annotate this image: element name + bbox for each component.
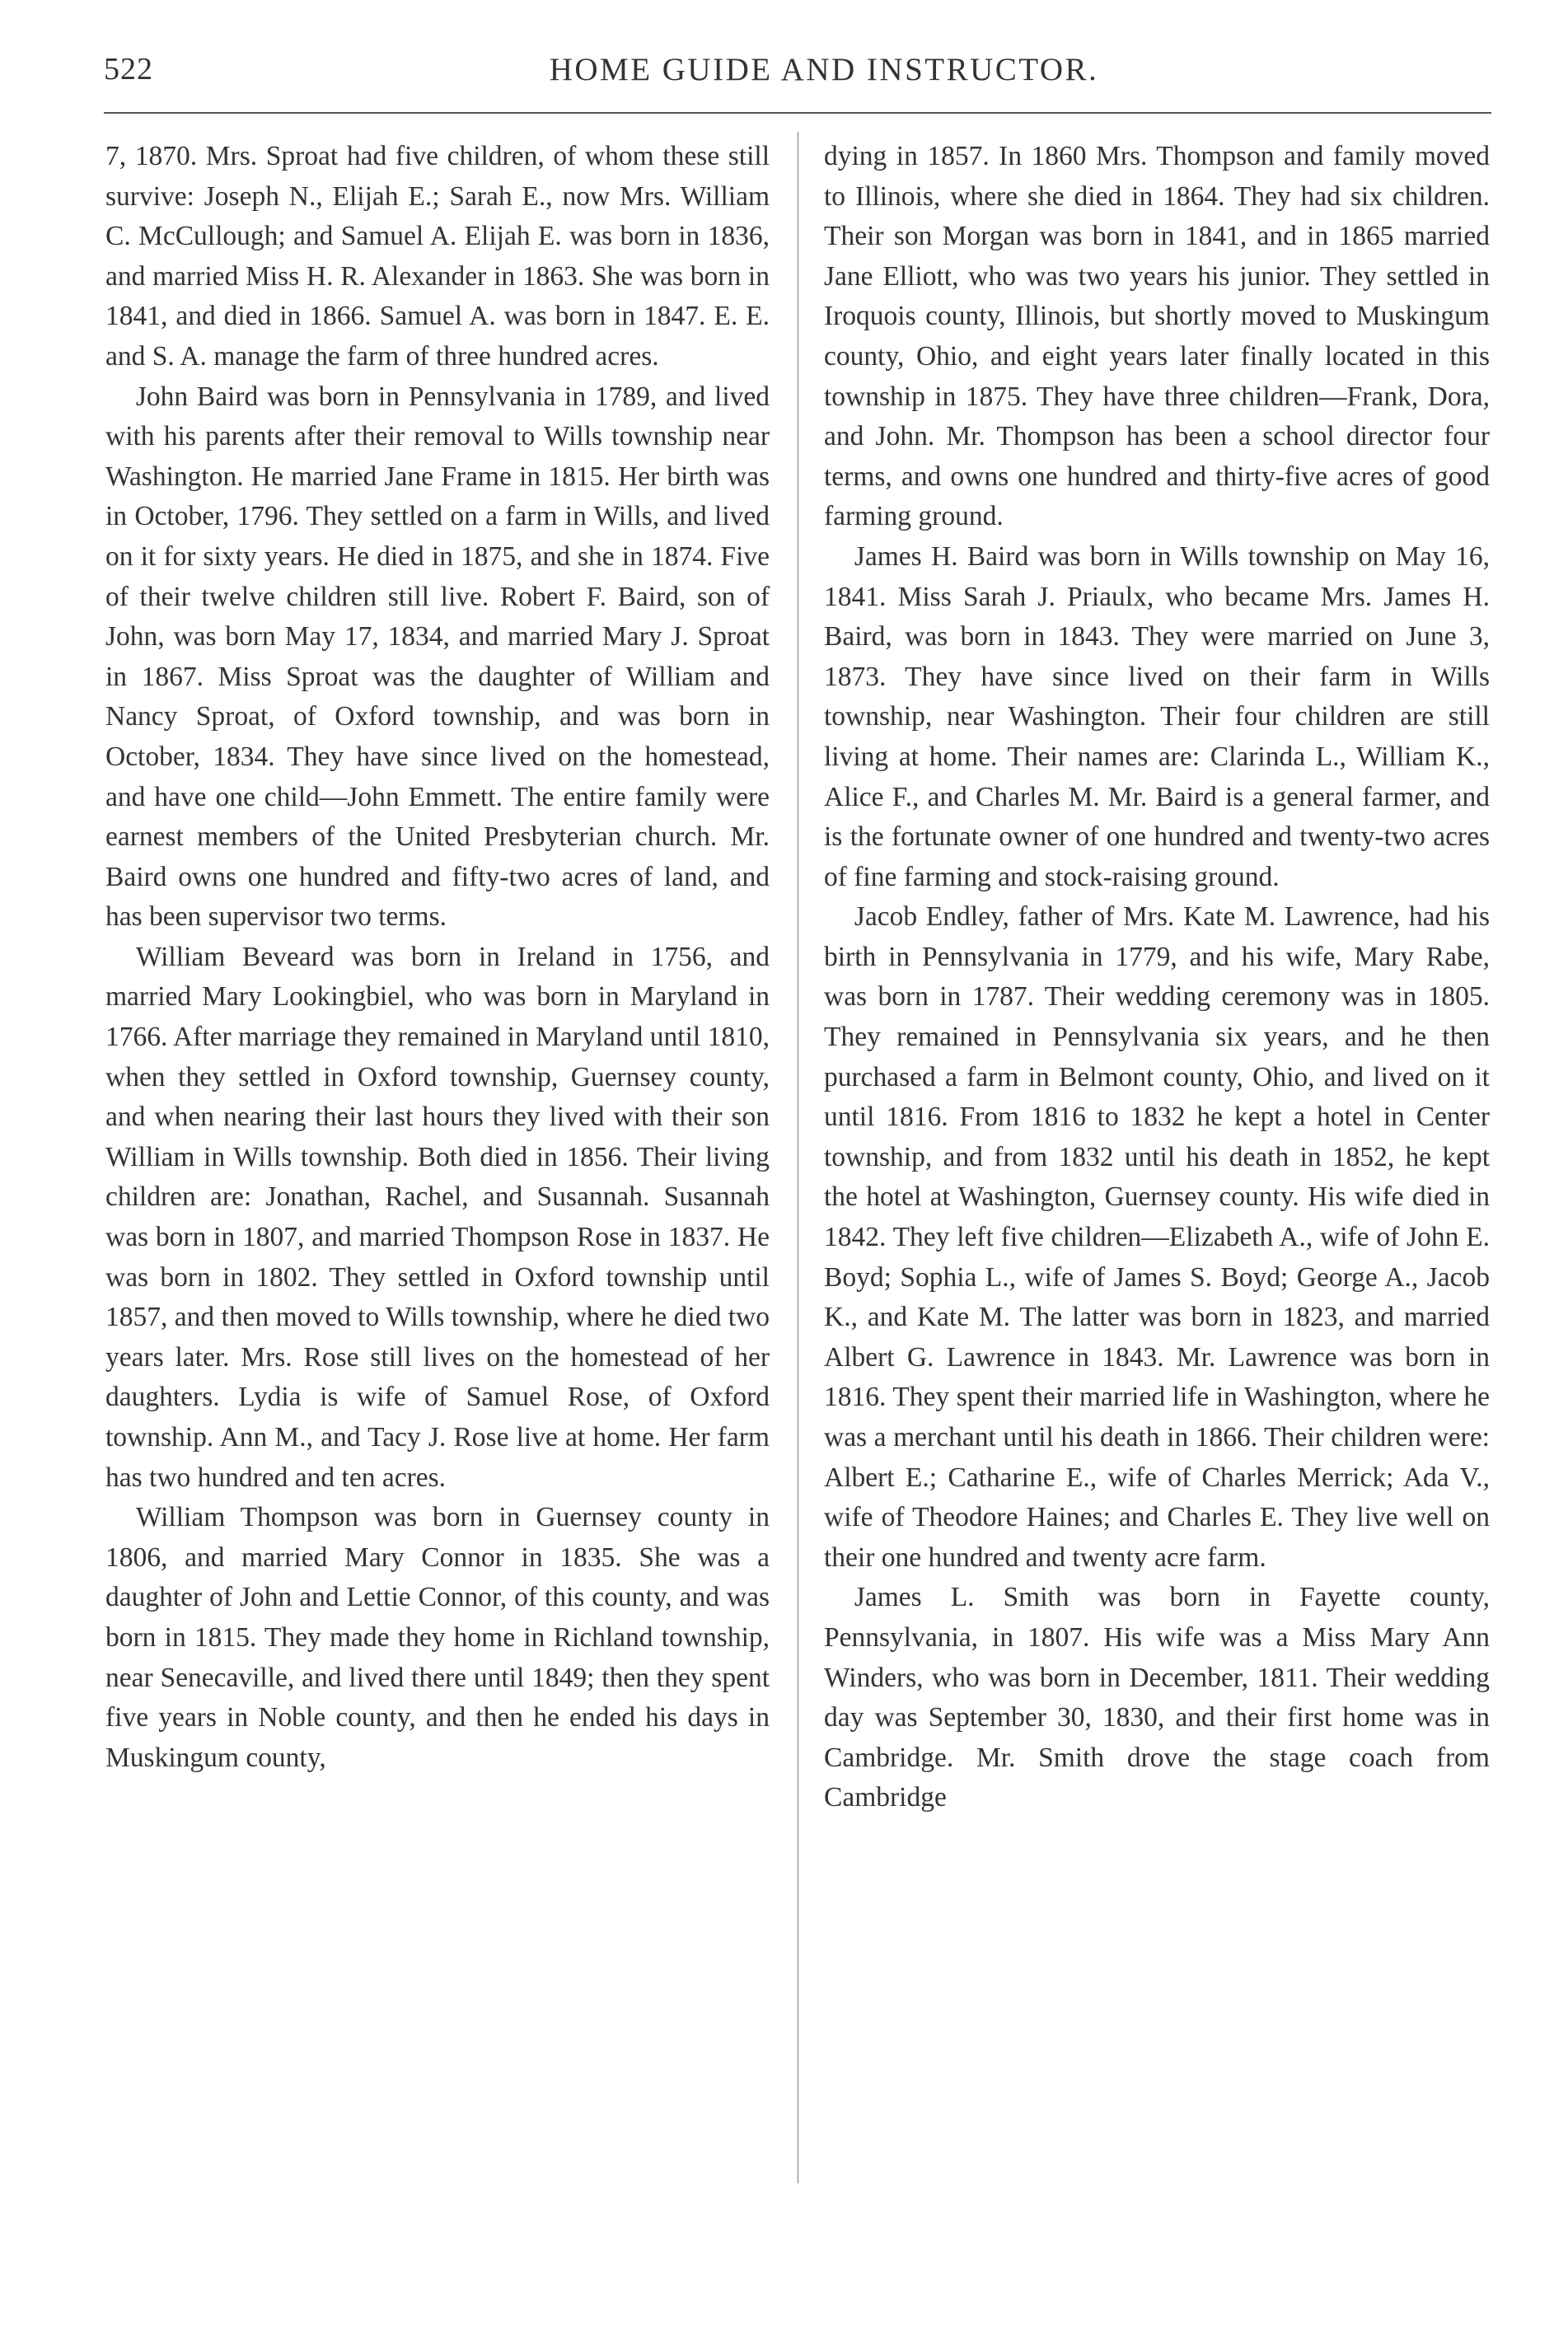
paragraph: 7, 1870. Mrs. Sproat had five children, of whom these still survive: Joseph N., Elijah E.; Sarah E., now Mrs. William C. McCullough; and Samuel A. Elijah E. was born in 1836, and married Miss H. R. Alexander in 1863. She was born in 1841, and died in 1866. Samuel A. was born in 1847. E. E. and S. A. manage the farm of three hundred acres.	[105, 141, 770, 372]
paragraph: dying in 1857. In 1860 Mrs. Thompson and family moved to Illinois, where she died in 1864. They had six children. Their son Morgan was born in 1841, and in 1865 married Jane Elliott, who was two years his junior. They settled in Iroquois county, Illinois, but shortly moved to Muskingum county, Ohio, and eight years later finally located in this township in 1875. They have three children—Frank, Dora, and John. Mr. Thompson has been a school director four terms, and owns one hundred and thirty-five acres of good farming ground.	[824, 141, 1490, 532]
header-rule	[104, 112, 1491, 114]
paragraph: William Thompson was born in Guernsey county in 1806, and married Mary Connor in 1835. She was a daughter of John and Lettie Connor, of this county, and was born in 1815. They made they home in Richland township, near Senecaville, and lived there until 1849; then they spent five years in Noble county, and then he ended his days in Muskingum county,	[105, 1502, 770, 1773]
paragraph: James L. Smith was born in Fayette county, Pennsylvania, in 1807. His wife was a Miss Mary Ann Winders, who was born in December, 1811. Their wedding day was September 30, 1830, and their first home was in Cambridge. Mr. Smith drove the stage coach from Cambridge	[824, 1582, 1490, 1813]
paragraph: William Beveard was born in Ireland in 1756, and married Mary Lookingbiel, who was born in Maryland in 1766. After marriage they remained in Maryland until 1810, when they settled in Oxford township, Guernsey county, and when nearing their last hours they lived with their son William in Wills township. Both died in 1856. Their living children are: Jonathan, Rachel, and Susannah. Susannah was born in 1807, and married Thompson Rose in 1837. He was born in 1802. They settled in Oxford township until 1857, and then moved to Wills township, where he died two years later. Mrs. Rose still lives on the homestead of her daughters. Lydia is wife of Samuel Rose, of Oxford township. Ann M., and Tacy J. Rose live at home. Her farm has two hundred and ten acres.	[105, 941, 770, 1493]
page-number: 522	[104, 52, 153, 87]
paragraph: James H. Baird was born in Wills township on May 16, 1841. Miss Sarah J. Priaulx, who became Mrs. James H. Baird, was born in 1843. They were married on June 3, 1873. They have since lived on their farm in Wills township, near Washington. Their four children are still living at home. Their names are: Clarinda L., William K., Alice F., and Charles M. Mr. Baird is a general farmer, and is the fortunate owner of one hundred and twenty-two acres of fine farming and stock-raising ground.	[824, 540, 1490, 892]
left-column	[105, 137, 770, 1778]
running-head: HOME GUIDE AND INSTRUCTOR.	[549, 52, 1099, 87]
paragraph: Jacob Endley, father of Mrs. Kate M. Lawrence, had his birth in Pennsylvania in 1779, and his wife, Mary Rabe, was born in 1787. Their wedding ceremony was in 1805. They remained in Pennsylvania six years, and he then purchased a farm in Belmont county, Ohio, and lived on it until 1816. From 1816 to 1832 he kept a hotel in Center township, and from 1832 until his death in 1852, he kept the hotel at Washington, Guernsey county. His wife died in 1842. They left five children—Elizabeth A., wife of John E. Boyd; Sophia L., wife of James S. Boyd; George A., Jacob K., and Kate M. The latter was born in 1823, and married Albert G. Lawrence in 1843. Mr. Lawrence was born in 1816. They spent their married life in Washington, where he was a merchant until his death in 1866. Their children were: Albert E.; Catharine E., wife of Charles Merrick; Ada V., wife of Theodore Haines; and Charles E. They live well on their one hundred and twenty acre farm.	[824, 901, 1490, 1573]
paragraph: John Baird was born in Pennsylvania in 1789, and lived with his parents after their removal to Wills township near Washington. He married Jane Frame in 1815. Her birth was in October, 1796. They settled on a farm in Wills, and lived on it for sixty years. He died in 1875, and she in 1874. Five of their twelve children still live. Robert F. Baird, son of John, was born May 17, 1834, and married Mary J. Sproat in 1867. Miss Sproat was the daughter of William and Nancy Sproat, of Oxford township, and was born in October, 1834. They have since lived on the homestead, and have one child—John Emmett. The entire family were earnest members of the United Presbyterian church. Mr. Baird owns one hundred and fifty-two acres of land, and has been supervisor two terms.	[105, 381, 770, 933]
right-column	[824, 137, 1490, 1818]
